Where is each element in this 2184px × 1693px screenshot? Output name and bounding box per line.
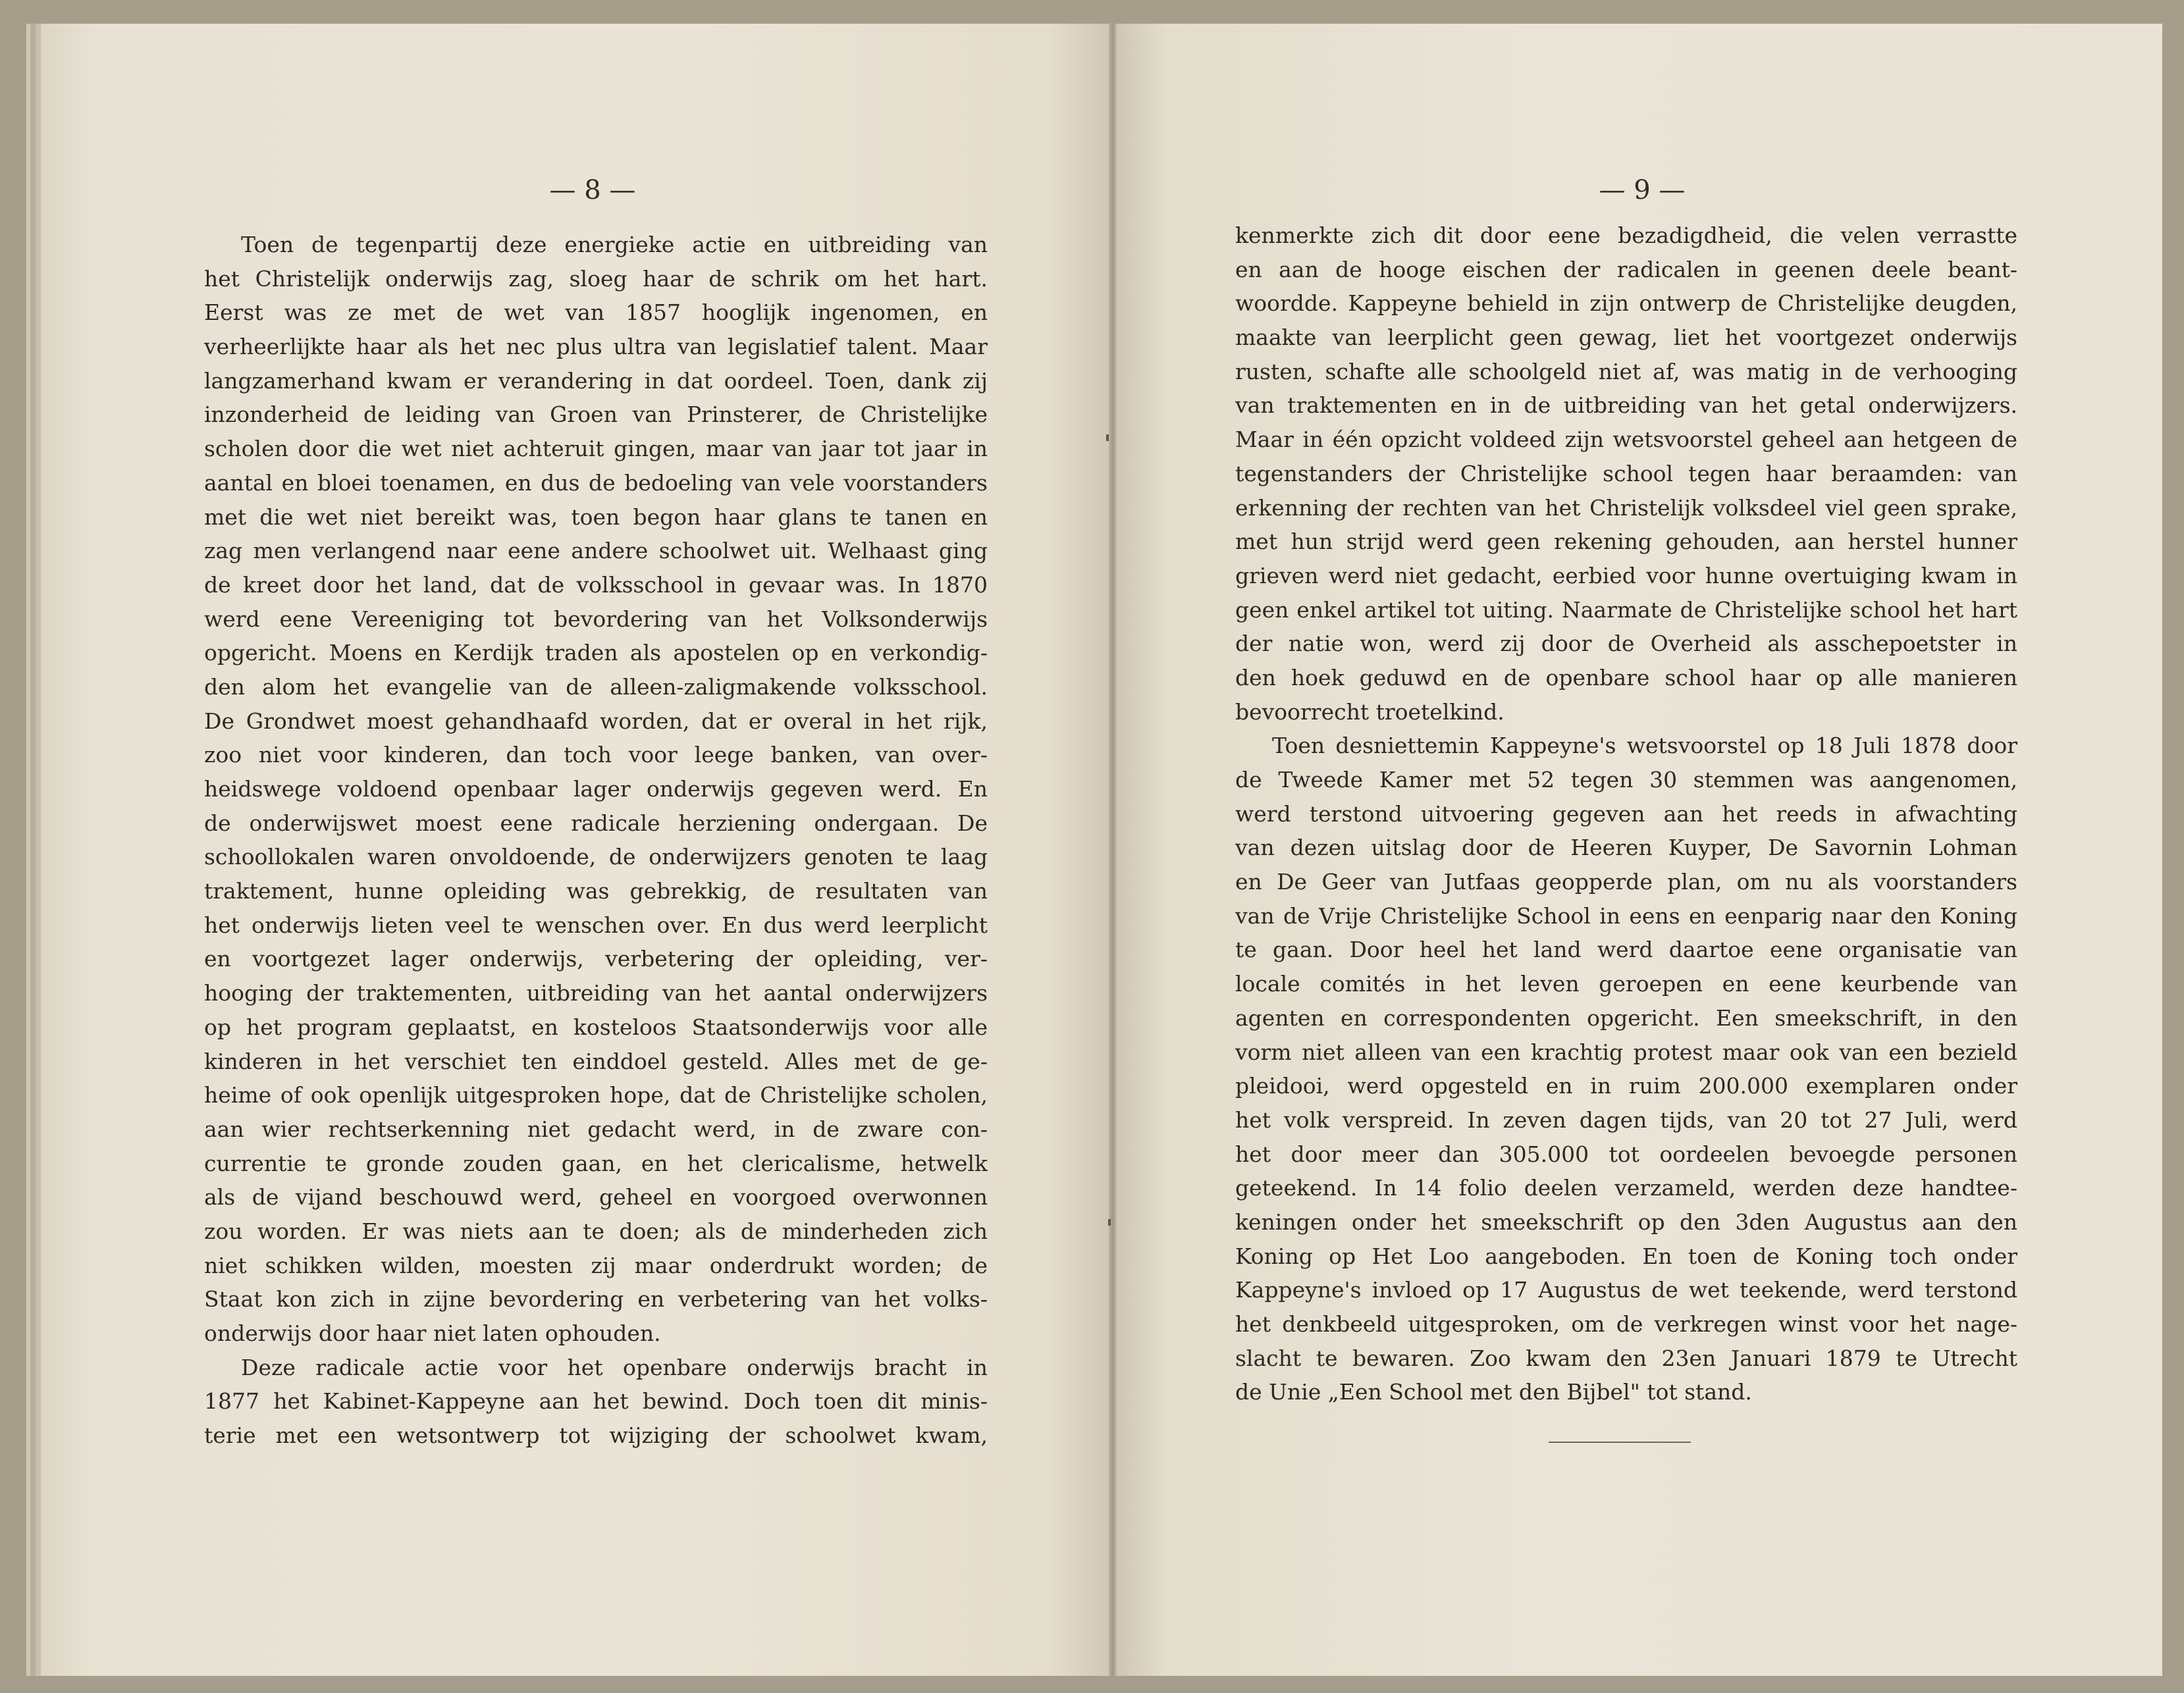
text-line: tegenstanders der Christelijke school tegen haar beraamden: van [1235, 460, 2017, 486]
text-line: en De Geer van Jutfaas geopperde plan, om nu als voorstanders [1235, 869, 2017, 895]
text-line: het door meer dan 305.000 tot oordeelen bevoegde personen [1235, 1141, 2017, 1167]
text-line: van traktementen en in de uitbreiding van het getal onderwijzers. [1235, 392, 2017, 419]
text-line: langzamerhand kwam er verandering in dat oordeel. Toen, dank zij [204, 367, 988, 394]
end-rule [1549, 1442, 1691, 1443]
text-line: aan wier rechtserkenning niet gedacht werd, in de zware con- [204, 1116, 988, 1142]
text-line: en aan de hooge eischen der radicalen in geenen deele beant- [1235, 256, 2017, 282]
text-line: werd eene Vereeniging tot bevordering van het Volksonderwijs [204, 606, 988, 632]
text-line: currentie te gronde zouden gaan, en het clericalisme, hetwelk [204, 1150, 988, 1176]
text-line: den hoek geduwd en de openbare school haar op alle manieren [1235, 664, 2017, 690]
text-line: het onderwijs lieten veel te wenschen over. En dus werd leerplicht [204, 912, 988, 938]
text-line: met die wet niet bereikt was, toen begon haar glans te tanen en [204, 504, 988, 530]
text-line: terie met een wetsontwerp tot wijziging der schoolwet kwam, [204, 1422, 988, 1449]
text-line: het denkbeeld uitgesproken, om de verkregen winst voor het nage- [1235, 1311, 2017, 1337]
text-line: de onderwijswet moest eene radicale herziening ondergaan. De [204, 810, 988, 836]
text-line: slacht te bewaren. Zoo kwam den 23en Januari 1879 te Utrecht [1235, 1345, 2017, 1371]
text-line: heidswege voldoend openbaar lager onderwijs gegeven werd. En [204, 776, 988, 802]
text-line: van de Vrije Christelijke School in eens en eenparig naar den Koning [1235, 902, 2017, 929]
text-line: Kappeyne's invloed op 17 Augustus de wet teekende, werd terstond [1235, 1277, 2017, 1303]
text-line: erkenning der rechten van het Christelijk volksdeel viel geen sprake, [1235, 494, 2017, 521]
text-line: te gaan. Door heel het land werd daartoe eene organisatie van [1235, 937, 2017, 963]
gutter-stitch-mark [1108, 1219, 1111, 1226]
text-line: keningen onder het smeekschrift op den 3den Augustus aan den [1235, 1209, 2017, 1235]
text-line: werd terstond uitvoering gegeven aan het reeds in afwachting [1235, 800, 2017, 827]
text-line: rusten, schafte alle schoolgeld niet af, was matig in de verhooging [1235, 358, 2017, 384]
text-line: niet schikken wilden, moesten zij maar onderdrukt worden; de [204, 1252, 988, 1278]
text-line: en voortgezet lager onderwijs, verbetering der opleiding, ver- [204, 946, 988, 972]
text-line: zou worden. Er was niets aan te doen; als de minderheden zich [204, 1218, 988, 1244]
text-line: woordde. Kappeyne behield in zijn ontwerp de Christelijke deugden, [1235, 290, 2017, 317]
text-line: zag men verlangend naar eene andere schoolwet uit. Welhaast ging [204, 538, 988, 564]
text-line: traktement, hunne opleiding was gebrekkig, de resultaten van [204, 878, 988, 904]
page-number-left: — 8 — [549, 175, 636, 205]
page-number-right: — 9 — [1599, 175, 1686, 205]
text-line: vorm niet alleen van een krachtig protest maar ook van een bezield [1235, 1039, 2017, 1065]
text-line: kenmerkte zich dit door eene bezadigdheid, die velen verrastte [1235, 222, 2017, 248]
text-line: de Unie „Een School met den Bijbel" tot stand. [1235, 1379, 1752, 1405]
text-line: heime of ook openlijk uitgesproken hope, dat de Christelijke scholen, [204, 1082, 988, 1108]
text-line: grieven werd niet gedacht, eerbied voor hunne overtuiging kwam in [1235, 562, 2017, 588]
text-line: verheerlijkte haar als het nec plus ultra van legislatief talent. Maar [204, 334, 988, 360]
text-line: hooging der traktementen, uitbreiding van het aantal onderwijzers [204, 980, 988, 1006]
text-line: zoo niet voor kinderen, dan toch voor leege banken, van over- [204, 742, 988, 768]
text-line: geen enkel artikel tot uiting. Naarmate de Christelijke school het hart [1235, 596, 2017, 623]
text-line: onderwijs door haar niet laten ophouden. [204, 1320, 661, 1346]
text-line: het volk verspreid. In zeven dagen tijds, van 20 tot 27 Juli, werd [1235, 1107, 2017, 1133]
text-line: met hun strijd werd geen rekening gehouden, aan herstel hunner [1235, 529, 2017, 555]
text-line: de kreet door het land, dat de volksschool in gevaar was. In 1870 [204, 571, 988, 598]
gutter-stitch-mark [1106, 434, 1109, 441]
text-line: inzonderheid de leiding van Groen van Prinsterer, de Christelijke [204, 402, 988, 428]
text-line: aantal en bloei toenamen, en dus de bedoeling van vele voorstanders [204, 469, 988, 496]
text-line: Maar in één opzicht voldeed zijn wetsvoorstel geheel aan hetgeen de [1235, 427, 2017, 453]
text-line: op het program geplaatst, en kosteloos Staatsonderwijs voor alle [204, 1014, 988, 1040]
text-line: De Grondwet moest gehandhaafd worden, dat er overal in het rijk, [204, 708, 988, 734]
text-line: kinderen in het verschiet ten einddoel gesteld. Alles met de ge- [204, 1048, 988, 1074]
text-line: 1877 het Kabinet-Kappeyne aan het bewind. Doch toen dit minis- [204, 1388, 988, 1415]
text-line: Toen de tegenpartij deze energieke actie en uitbreiding van [241, 232, 988, 257]
text-line: Eerst was ze met de wet van 1857 hooglijk ingenomen, en [204, 300, 988, 326]
text-line: van dezen uitslag door de Heeren Kuyper, De Savornin Lohman [1235, 835, 2017, 861]
book-gutter [1109, 24, 1117, 1676]
text-line: der natie won, werd zij door de Overheid als asschepoetster in [1235, 631, 2017, 657]
left-page-text [204, 228, 988, 1453]
text-line: opgericht. Moens en Kerdijk traden als apostelen op en verkondig- [204, 640, 988, 666]
text-line: maakte van leerplicht geen gewag, liet het voortgezet onderwijs [1235, 325, 2017, 351]
text-line: de Tweede Kamer met 52 tegen 30 stemmen was aangenomen, [1235, 767, 2017, 793]
text-line: Koning op Het Loo aangeboden. En toen de Koning toch onder [1235, 1243, 2017, 1269]
right-page-text [1235, 219, 2017, 1409]
text-line: den alom het evangelie van de alleen-zaligmakende volksschool. [204, 673, 988, 700]
text-line: geteekend. In 14 folio deelen verzameld, werden deze handtee- [1235, 1175, 2017, 1201]
text-line: Toen desniettemin Kappeyne's wetsvoorstel op 18 Juli 1878 door [1272, 733, 2017, 759]
text-line: bevoorrecht troetelkind. [1235, 698, 1505, 725]
text-line: scholen door die wet niet achteruit gingen, maar van jaar tot jaar in [204, 436, 988, 462]
text-line: Staat kon zich in zijne bevordering en verbetering van het volks- [204, 1286, 988, 1313]
text-line: pleidooi, werd opgesteld en in ruim 200.000 exemplaren onder [1235, 1073, 2017, 1099]
text-line: Deze radicale actie voor het openbare onderwijs bracht in [241, 1354, 988, 1380]
text-line: schoollokalen waren onvoldoende, de onderwijzers genoten te laag [204, 844, 988, 870]
text-line: het Christelijk onderwijs zag, sloeg haar de schrik om het hart. [204, 265, 988, 292]
text-line: als de vijand beschouwd werd, geheel en voorgoed overwonnen [204, 1184, 988, 1211]
text-line: agenten en correspondenten opgericht. Een smeekschrift, in den [1235, 1004, 2017, 1031]
text-line: locale comités in het leven geroepen en eene keurbende van [1235, 971, 2017, 997]
